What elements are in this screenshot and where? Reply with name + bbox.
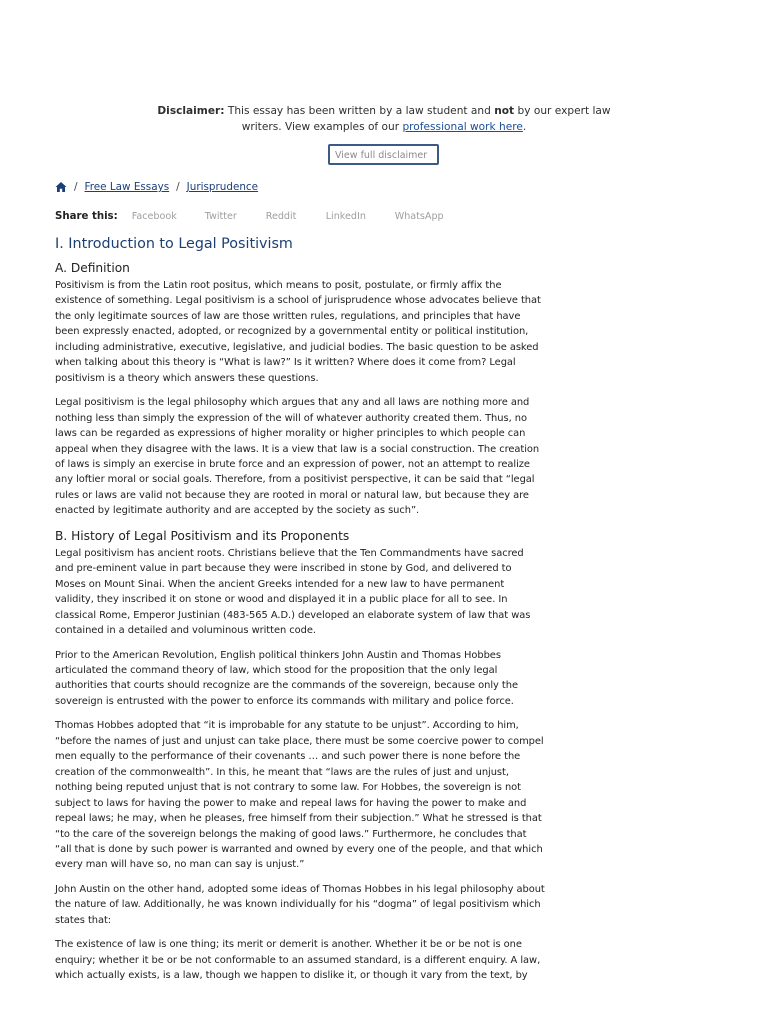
disclaimer-text-a: This essay has been written by a law student and	[224, 105, 495, 117]
article-title: I. Introduction to Legal Positivism	[55, 236, 293, 252]
article	[55, 234, 545, 993]
paragraph: Legal positivism has ancient roots. Christians believe that the Ten Commandments have sacred and pre-eminent value in part because they were inscribed in stone by God, and delivered to Moses on Mount Sinai. When the ancient Greeks intended for a new law to have permanent validity, they inscribed it on stone or wood and displayed it in a public place for all to see. In classical Rome, Emperor Justinian (483-565 A.D.) developed an elaborate system of law that was contained in a detailed and voluminous written code.	[55, 547, 531, 637]
breadcrumb-separator: /	[74, 181, 78, 193]
disclaimer-line-1	[0, 103, 768, 119]
disclaimer-text-c: writers. View examples of our	[241, 121, 403, 133]
professional-work-link[interactable]: professional work here	[402, 121, 523, 133]
disclaimer-notice	[0, 103, 768, 135]
disclaimer-text-d: .	[522, 121, 527, 133]
share-linkedin[interactable]: LinkedIn	[325, 211, 366, 222]
paragraph: Positivism is from the Latin root positus, which means to posit, postulate, or firmly affix the existence of something. Legal positivism is a school of jurisprudence whose advocates believe that the only legitimate sources of law are those written rules, regulations, and principles that have been expressly enacted, adopted, or recognized by a governmental entity or political institution, including administrative, executive, legislative, and judicial bodies. The basic question to be asked when talking about this theory is “What is law?” Is it written? Where does it come from? Legal positivism is a theory which answers these questions.	[55, 280, 541, 384]
share-twitter[interactable]: Twitter	[204, 211, 237, 222]
paragraph: John Austin on the other hand, adopted some ideas of Thomas Hobbes in his legal philosophy about the nature of law. Additionally, he was known individually for his “dogma” of legal positivism which states that:	[55, 883, 545, 926]
disclaimer-text-b: by our expert law	[514, 105, 611, 117]
disclaimer-label: Disclaimer:	[157, 105, 225, 117]
paragraph: The existence of law is one thing; its merit or demerit is another. Whether it be or be not is one enquiry; whether it be or be not conformable to an assumed standard, is a different enquiry. A law, which actually exists, is a law, though we happen to dislike it, or though it vary from the text, by	[55, 939, 541, 982]
share-whatsapp[interactable]: WhatsApp	[394, 211, 444, 222]
section-heading-definition: A. Definition	[55, 261, 130, 275]
breadcrumb	[55, 180, 258, 194]
paragraph: Legal positivism is the legal philosophy which argues that any and all laws are nothing more and nothing less than simply the expression of the will of whatever authority created them. Thus, no laws can be regarded as expressions of higher morality or higher principles to which people can appeal when they disagree with the laws. It is a view that law is a social construction. The creation of laws is simply an exercise in brute force and an expression of power, not an attempt to realize any loftier moral or social goals. Therefore, from a positivist perspective, it can be said that “legal rules or laws are valid not because they are rooted in moral or natural law, but because they are enacted by legitimate authority and are accepted by the society as such”.	[55, 397, 540, 517]
disclaimer-bold: not	[494, 105, 515, 117]
view-full-disclaimer-button[interactable]: View full disclaimer	[328, 144, 439, 165]
breadcrumb-free-law-essays[interactable]: Free Law Essays	[84, 181, 170, 193]
section-heading-history: B. History of Legal Positivism and its Proponents	[55, 528, 350, 543]
home-icon[interactable]	[55, 181, 67, 193]
disclaimer-line-2	[0, 119, 768, 135]
share-facebook[interactable]: Facebook	[131, 211, 177, 222]
breadcrumb-jurisprudence[interactable]: Jurisprudence	[186, 181, 259, 193]
share-bar	[55, 211, 444, 222]
share-reddit[interactable]: Reddit	[265, 211, 297, 222]
paragraph: Prior to the American Revolution, English political thinkers John Austin and Thomas Hobbes articulated the command theory of law, which stood for the proposition that the only legal authorities that courts should recognize are the commands of the sovereign, because only the sovereign is entrusted with the power to enforce its commands with military and police force.	[55, 649, 518, 707]
breadcrumb-separator: /	[176, 181, 180, 193]
paragraph: Thomas Hobbes adopted that “it is improbable for any statute to be unjust”. According to him, “before the names of just and unjust can take place, there must be some coercive power to compel men equally to the performance of their covenants … and such power there is none before the creation of the commonwealth”. In this, he meant that “laws are the rules of just and unjust, nothing being reputed unjust that is not contrary to some law. For Hobbes, the sovereign is not subject to laws for having the power to make and repeal laws for having the power to make and repeal laws; he may, when he pleases, free himself from their subjection.” What he stressed is that “to the care of the sovereign belongs the making of good laws.” Furthermore, he concludes that “all that is done by such power is warranted and owned by every one of the people, and that which every man will have so, no man can say is unjust.”	[55, 720, 544, 871]
share-label: Share this:	[55, 211, 118, 222]
